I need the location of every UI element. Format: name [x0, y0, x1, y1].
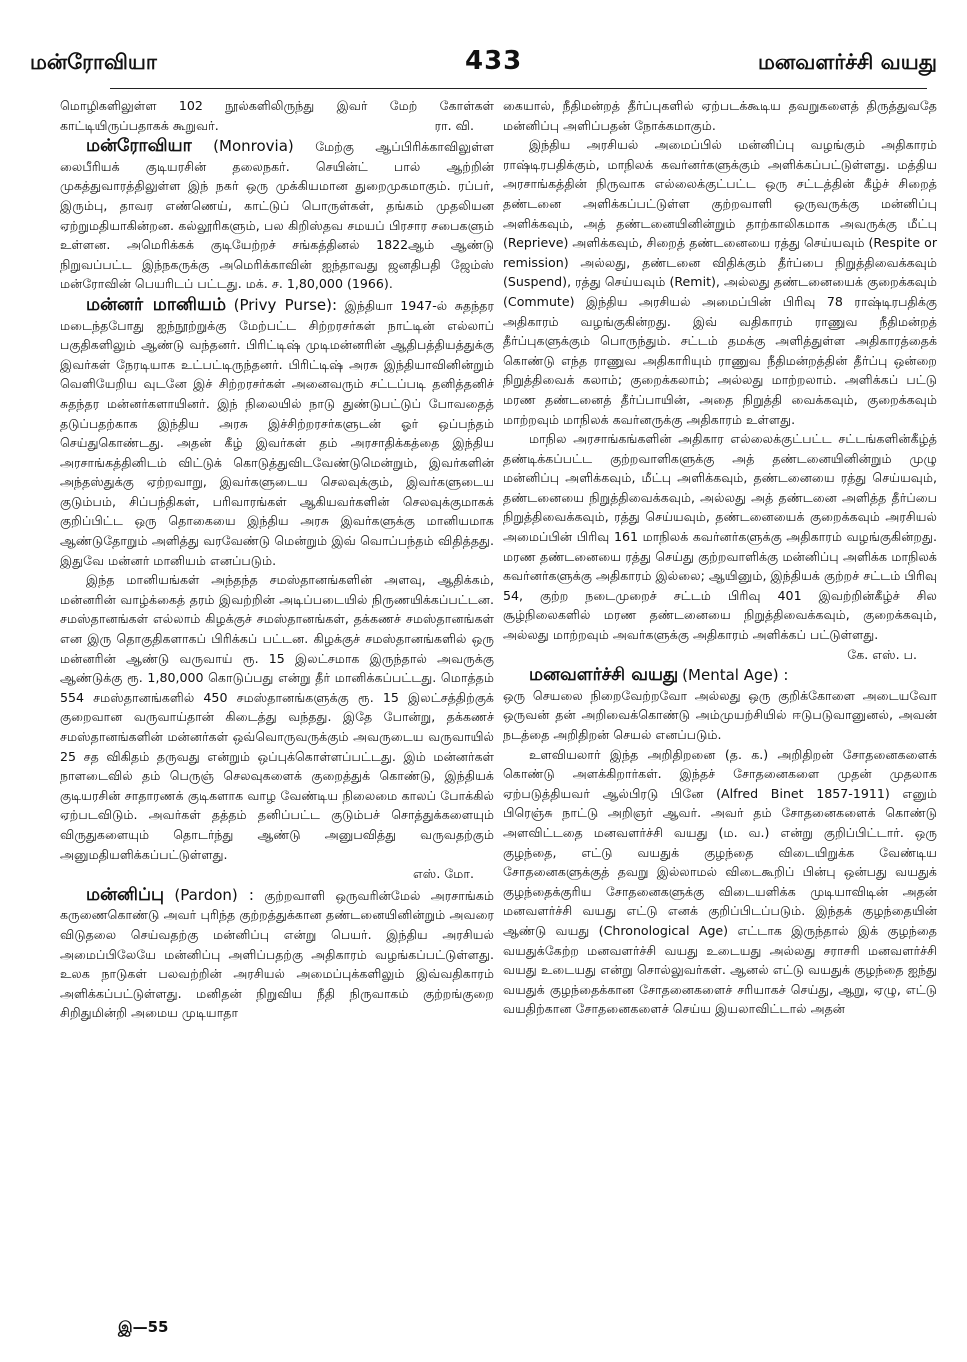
entry-text-monrovia: மேற்கு ஆப்பிரிக்காவிலுள்ள லைபீரியக் குடியரசின் தலைநகர். செயின்ட் பால் ஆற்றின் முகத்துவாரத்திலுள்ள இந் நகர் ஒரு முக்கியமான துறைமுகமாகும். ரப்பர், இரும்பு, தாவர எண்ணெய், காட்டுப் பொருள்கள், தங்கம் முதலியன ஏற்றுமதியாகின்றன. கல்லூரிகளும், பல கிறிஸ்தவ சமயப் பிரசார சபைகளும் உள்ளன. அமெரிக்கக் குடியேற்றச் சங்கத்தினல் 1822ஆம் ஆண்டு நிறுவப்பட்ட இந்நகருக்கு அமெரிக்காவின் ஐந்தாவது ஜனதிபதி ஜேம்ஸ் மன்ரோவின் பெயரிடப் பட்டது. மக். ச. 1,80,000 (1966).: [60, 139, 494, 292]
left-column: [60, 96, 494, 1023]
entry-pardon: [60, 886, 494, 1023]
pardon-signature: கே. எஸ். ப.: [847, 646, 917, 662]
entry-title-monrovia: மன்ரோவியா: [86, 136, 192, 157]
entry-privy-purse: [60, 296, 494, 570]
pardon-continuation: கையால், நீதிமன்றத் தீர்ப்புகளில் ஏற்படக்கூடிய தவறுகளைத் திருத்துவதே மன்னிப்பு அளிப்பதன் நோக்கமாகும்.: [503, 98, 937, 133]
intro-continuation: மொழிகளிலுள்ள 102 நூல்களிலிருந்து இவர் மேற் கோள்கள் காட்டியிருப்பதாகக் கூறுவர். ரா. வி.: [60, 96, 494, 135]
pardon-paragraph-2: இந்திய அரசியல் அமைப்பில் மன்னிப்பு வழங்கும் அதிகாரம் ராஷ்டிரபதிக்கும், மாநிலக் கவர்னர்களுக்கும் அளிக்கப்பட்டுள்ளது. மத்திய அரசாங்கத்தின் நிருவாக எல்லைக்குட்பட்ட ஒரு சட்டத்தின் கீழ்ச் சிறைத் தண்டனை அளிக்கப்பட்டுள்ள குற்றவாளி ஒருவருக்கு மன்னிப்பு அளிக்கவும், அத் தண்டனையினின்றும் தாற்காலிகமாக அவருக்கு மீட்பு (Reprieve) அளிக்கவும், சிறைத் தண்டனையை ரத்து செய்யவும் (Respite or remission) அல்லது, தண்டனை விதிக்கும் தீர்ப்பை நிறுத்திவைக்கவும் (Suspend), ரத்து செய்யவும் (Remit), அல்லது தண்டனையைக் குறைக்கவும் (Commute) இந்திய அரசியல் அமைப்பின் பிரிவு 78 ராஷ்டிரபதிக்கு அதிகாரம் வழங்குகின்றது. இவ் வதிகாரம் ராணுவ நீதிமன்றத் தீர்ப்புகளுக்கும் பொருந்தும். சட்டம் தமக்கு அளித்துள்ள அதிகாரத்தைக் கொண்டு எந்த ராணுவ அதிகாரியும் ராணுவ நீதிமன்றத்தின் தீர்ப்பு ஒன்றை நிறுத்திவைக் கலாம்; குறைக்கலாம்; அல்லது மாற்றலாம். அளிக்கப் பட்டு மரண தண்டனைத் தீர்ப்பாயின், அதை நிறுத்தி வைக்கவும், குறைக்கவும் மாற்றவும் மாநிலக் கவர்னருக்கு அதிகாரம் உள்ளது.: [503, 137, 937, 427]
entry-text-privy-purse-1: இந்தியா 1947-ல் சுதந்தர மடைந்தபோது ஐந்நூற்றுக்கு மேற்பட்ட சிற்றரசர்கள் நாட்டின் எல்லாப் பகுதிகளிலும் ஆண்டு வந்தனர். பிரிட்டிஷ் முடிமன்னரின் ஆதிபத்தியத்துக்கு இவர்கள் நேரடியாக உட்பட்டிருந்தனர். பிரிட்டிஷ் அரசு இந்தியாவினின்றும் வெளியேறிய வுடனே இச் சிற்றரசர்கள் அனைவரும் சட்டப்படி தனித்தனிச் சுதந்தர மன்னர்களாயினர். இந் நிலையில் நாடு துண்டுபட்டுப் போவதைத் தடுப்பதற்காக இந்திய அரசு இச்சிற்றரசர்களுடன் ஓர் ஒப்பந்தம் செய்துகொண்டது. அதன் கீழ் இவர்கள் தம் அரசாதிக்கத்தை இந்திய அரசாங்கத்தினிடம் விட்டுக் கொடுத்துவிடவேண்டுமென்றும், இவர்களின் அந்தஸ்துக்கு ஏற்றவாறு, இவர்களுடைய செலவுக்கும், இவர்களுடைய குடும்பம், சிப்பந்திகள், பரிவாரங்கள் ஆகியவர்களின் செலவுக்குமாகக் குறிப்பிட்ட ஒரு தொகையை இந்திய அரசு இவர்களுக்கு மானியமாக ஆண்டுதோறும் அளித்து வரவேண்டு மென்றும் இவ் வொப்பந்தம் விதித்தது. இதுவே மன்னர் மானியம் எனப்படும்.: [60, 297, 495, 568]
entry-title-en-privy-purse: (Privy Purse):: [233, 295, 338, 314]
intro-signature: ரா. வி.: [434, 117, 474, 133]
header-rule: [110, 88, 927, 89]
entry-text-privy-purse-2: இந்த மானியங்கள் அந்தந்த சமஸ்தானங்களின் அளவு, ஆதிக்கம், மன்னரின் வாழ்க்கைத் தரம் இவற்றின் அடிப்படையில் நிருணயிக்கப்பட்டன. சமஸ்தானங்கள் எல்லாம் கிழக்குச் சமஸ்தானங்கள், தக்கணச் சமஸ்தானங்கள் என இரு தொகுதிகளாகப் பிரிக்கப் பட்டன. கிழக்குச் சமஸ்தானங்களில் ஒரு மன்னரின் ஆண்டு வருவாய் ரூ. 15 இலட்சமாக இருந்தால் அவருக்கு ஆண்டுக்கு ரூ. 1,80,000 கொடுப்பது என்று தீர் மானிக்கப்பட்டது. மொத்தம் 554 சமஸ்தானங்களில் 450 சமஸ்தானங்களுக்கு ரூ. 15 இலட்சத்திற்குக் குறைவான வருவாய்தான் கிடைத்து வந்தது. இதே போன்று, தக்கணச் சமஸ்தானங்களின் மன்னர்கள் ஒவ்வொருவருக்கும் அவருடைய வருவாயில் 25 சத விகிதம் தருவது என்றும் ஒப்புக்கொள்ளப்பட்டது. இம் மன்னர்கள் நாளடைவில் தம் பெருஞ் செலவுகளைக் குறைத்துக் கொண்டு, இந்தியக் குடியரசின் சாதாரணக் குடிகளாக வாழ வேண்டிய நிலைமை காலப் போக்கில் ஏற்படவிடும். அவர்கள் தத்தம் தனிப்பட்ட குடும்பச் சொத்துக்களையும் விருதுகளையும் தொடர்ந்து ஆண்டு அனுபவித்து வருவதற்கும் அனுமதியளிக்கப்பட்டுள்ளது.: [60, 572, 494, 862]
privy-purse-signature: எஸ். மோ.: [412, 866, 474, 882]
mental-age-paragraph-1: ஒரு செயலை நிறைவேற்றவோ அல்லது ஒரு குறிக்கோளை அடையவோ ஒருவன் தன் அறிவைக்கொண்டு அம்முயற்சியில் ஈடுபடுவானுனல், அவன் நடத்தை அறிதிறன் செயல் எனப்படும்.: [503, 687, 937, 742]
entry-title-privy-purse: மன்னர் மானியம்: [86, 294, 227, 315]
entry-text-pardon: குற்றவாளி ஒருவரின்மேல் அரசாங்கம் கருணைகொண்டு அவர் புரிந்த குற்றத்துக்கான தண்டனையினின்றும் அவரை விடுதலை செய்வதற்கு மன்னிப்பு என்று பெயர். இந்திய அரசியல் அமைப்பிலேயே மன்னிப்பு அளிப்பதற்கு அதிகாரம் வழங்கப்பட்டுள்ளது. உலக நாடுகள் பலவற்றின் அரசியல் அமைப்புக்களிலும் இவ்வதிகாரம் அளிக்கப்பட்டுள்ளது. மனிதன் நிறுவிய நீதி நிருவாகம் குற்றங்குறை சிறிதுமின்றி அமைய முடியாதா: [60, 887, 495, 1021]
entry-title-pardon: மன்னிப்பு: [86, 884, 165, 905]
right-column: [503, 96, 937, 1019]
entry-title-en-pardon: (Pardon) :: [174, 885, 254, 904]
running-head-right: மனவளர்ச்சி வயது: [758, 50, 937, 74]
running-head-left: மன்ரோவியா: [30, 50, 157, 74]
entry-mental-age: [503, 666, 937, 686]
page-number: 433: [465, 46, 523, 76]
entry-title-mental-age: மனவளர்ச்சி வயது: [529, 665, 679, 686]
entry-title-en-mental-age: (Mental Age) :: [682, 666, 789, 685]
pardon-paragraph-3: மாநில அரசாங்கங்களின் அதிகார எல்லைக்குட்பட்ட சட்டங்களின்கீழ்த் தண்டிக்கப்பட்ட குற்றவாளிகளுக்கு அத் தண்டனையினின்றும் முழு மன்னிப்பு அளிக்கவும், மீட்பு அளிக்கவும், தண்டனையை ரத்து செய்யவும், தண்டனையை நிறுத்திவைக்கவும், அல்லது அத் தண்டனை அளித்த தீர்ப்பை நிறுத்திவைக்கவும், ரத்து செய்யவும், தண்டனையைக் குறைக்கவும் அரசியல் அமைப்பின் பிரிவு 161 மாநிலக் கவர்னர்களுக்கு அதிகாரம் வழங்குகின்றது. மரண தண்டனையை ரத்து செய்து குற்றவாளிக்கு மன்னிப்பு அளிக்க மாநிலக் கவர்னர்களுக்கு அதிகாரம் இல்லை; ஆயினும், இந்தியக் குற்றச் சட்டம் பிரிவு 54, குற்ற நடைமுறைச் சட்டம் பிரிவு 401 இவற்றின்கீழ்ச் சில சூழ்நிலைகளில் மரண தண்டனையை நிறுத்திவைக்கவும், குறைக்கவும், அல்லது மாற்றவும் அவர்களுக்கு அதிகாரம் அளிக்கப் பட்டுள்ளது.: [503, 431, 937, 643]
entry-monrovia: [60, 137, 494, 294]
signature-mark: இ—55: [118, 1318, 169, 1336]
page-header: [30, 42, 937, 86]
mental-age-paragraph-2: உளவியலார் இந்த அறிதிறனை (த. க.) அறிதிறன் சோதனைகளைக் கொண்டு அளக்கிறார்கள். இந்தச் சோதனைகளை முதன் முதலாக ஏற்படுத்தியவர் ஆல்பிரடு பினே (Alfred Binet 1857-1911) எனும் பிரெஞ்சு நாட்டு அறிஞர் ஆவர். அவர் தம் சோதனைகளைக் கொண்டு அளவிட்டதை மனவளர்ச்சி வயது (ம. வ.) என்று குறிப்பிட்டார். ஒரு குழந்தை, எட்டு வயதுக் குழந்தை விடையிறுக்க வேண்டிய சோதனைகளுக்குத் தவறு இல்லாமல் விடைகூறிப் பின்பு ஒன்பது வயதுக் குழந்தைக்குரிய சோதனைகளுக்கு விடையளிக்க முடியாவிடின் அதன் மனவளர்ச்சி வயது எட்டு எனக் குறிப்பிடப்படும். இந்தக் குழந்தையின் ஆண்டு வயது (Chronological Age) எட்டாக இருந்தால் இக் குழந்தை வயதுக்கேற்ற மனவளர்ச்சி வயது உடையது அல்லது சராசரி மனவளர்ச்சி வயது உடையது என்று சொல்லுவர்கள். ஆனல் எட்டு வயதுக் குழந்தை ஐந்து வயதுக் குழந்தைக்கான சோதனைகளைச் சரியாகச் செய்து, ஆறு, ஏழு, எட்டு வயதிற்கான சோதனைகளைச் செய்ய இயலாவிட்டால் அதன்: [503, 746, 937, 1017]
entry-title-en-monrovia: (Monrovia): [213, 137, 294, 156]
